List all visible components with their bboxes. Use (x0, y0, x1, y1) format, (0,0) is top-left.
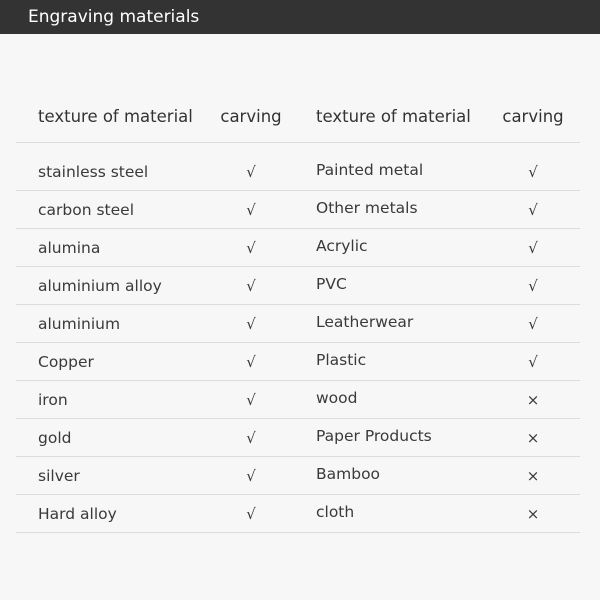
material-left: Hard alloy (38, 505, 117, 523)
carving-mark-left: √ (246, 353, 256, 371)
carving-mark-left: √ (246, 505, 256, 523)
table-row (16, 381, 580, 419)
material-right: Paper Products (316, 427, 432, 445)
carving-mark-left: √ (246, 277, 256, 295)
carving-mark-left: √ (246, 467, 256, 485)
carving-mark-right: √ (528, 239, 538, 257)
material-right: PVC (316, 275, 347, 293)
materials-table (16, 98, 580, 533)
material-left: alumina (38, 239, 101, 257)
table-row (16, 343, 580, 381)
material-right: Other metals (316, 199, 418, 217)
material-left: Copper (38, 353, 94, 371)
carving-mark-right: √ (528, 277, 538, 295)
material-left: gold (38, 429, 72, 447)
table-row (16, 419, 580, 457)
table-row (16, 495, 580, 533)
material-right: Acrylic (316, 237, 368, 255)
carving-mark-left: √ (246, 239, 256, 257)
carving-mark-left: √ (246, 391, 256, 409)
table-header-row (16, 98, 580, 143)
header-material-right: texture of material (316, 107, 471, 126)
header-carving-right: carving (502, 107, 564, 126)
carving-mark-left: √ (246, 429, 256, 447)
table-row (16, 305, 580, 343)
material-left: stainless steel (38, 163, 149, 181)
header-material-left: texture of material (38, 107, 193, 126)
material-left: silver (38, 467, 80, 485)
table-row (16, 229, 580, 267)
carving-mark-right: √ (528, 353, 538, 371)
material-right: wood (316, 389, 358, 407)
material-right: Plastic (316, 351, 367, 369)
material-right: Leatherwear (316, 313, 414, 331)
header-bar (0, 0, 600, 34)
carving-mark-right: × (526, 391, 540, 409)
material-right: Bamboo (316, 465, 381, 483)
table-row (16, 191, 580, 229)
carving-mark-left: √ (246, 315, 256, 333)
material-left: carbon steel (38, 201, 134, 219)
carving-mark-left: √ (246, 163, 256, 181)
material-left: iron (38, 391, 68, 409)
carving-mark-left: √ (246, 201, 256, 219)
material-right: Painted metal (316, 161, 424, 179)
table-row (16, 457, 580, 495)
table-row (16, 143, 580, 191)
header-carving-left: carving (220, 107, 282, 126)
carving-mark-right: √ (528, 315, 538, 333)
page-title: Engraving materials (28, 7, 200, 27)
material-right: cloth (316, 503, 355, 521)
table-row (16, 267, 580, 305)
material-left: aluminium (38, 315, 121, 333)
material-left: aluminium alloy (38, 277, 162, 295)
carving-mark-right: × (526, 505, 540, 523)
carving-mark-right: × (526, 467, 540, 485)
carving-mark-right: × (526, 429, 540, 447)
carving-mark-right: √ (528, 201, 538, 219)
carving-mark-right: √ (528, 163, 538, 181)
